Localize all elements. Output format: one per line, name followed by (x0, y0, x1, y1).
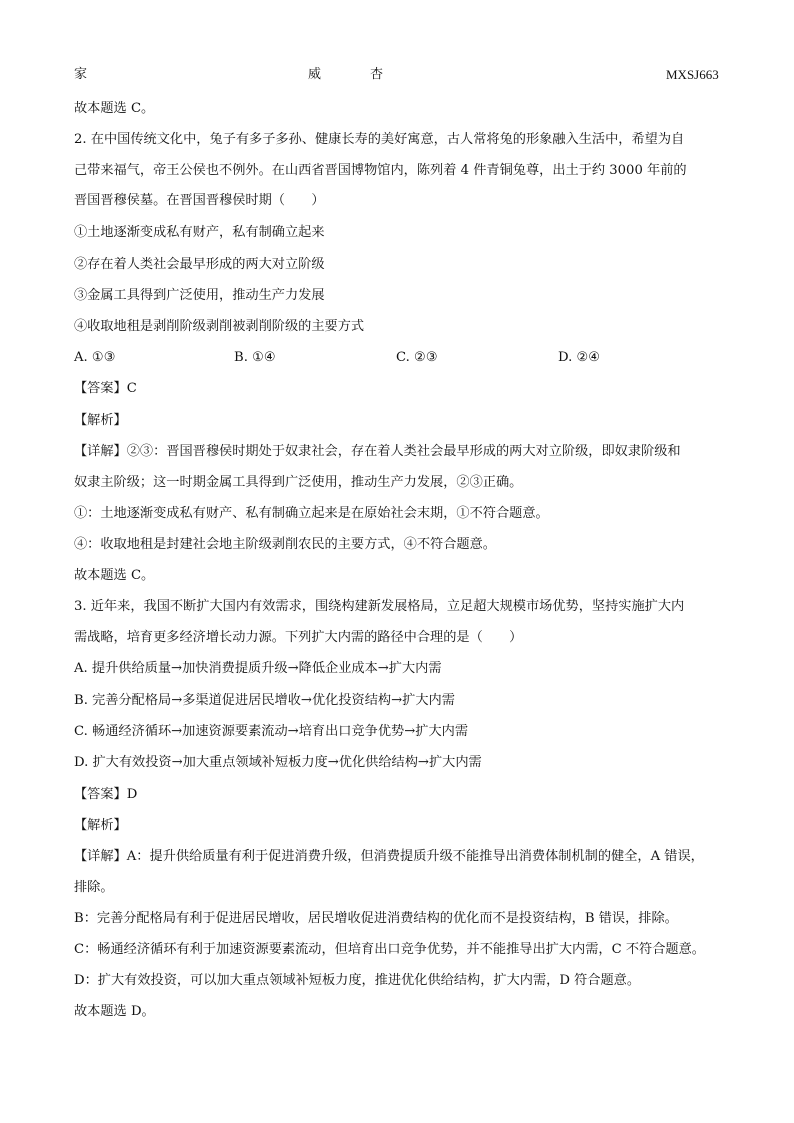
q2-statement-4: ④收取地租是剥削阶级剥削被剥削阶级的主要方式 (74, 319, 365, 334)
q3-analysis-label: 【解析】 (74, 818, 127, 833)
q2-stem-line-3: 晋国晋穆侯墓。在晋国晋穆侯时期（ ） (74, 193, 325, 208)
q3-option-b: B. 完善分配格局→多渠道促进居民增收→优化投资结构→扩大内需 (74, 693, 455, 708)
q1-conclusion: 故本题选 C。 (74, 101, 155, 116)
header-left-char: 家 (74, 67, 88, 82)
q2-option-d: D. ②④ (558, 350, 601, 365)
q2-stem-line-2: 己带来福气，帝王公侯也不例外。在山西省晋国博物馆内，陈列着 4 件青铜兔尊，出土于约 3000 年前的 (74, 163, 687, 178)
header-center-char-1: 威 (308, 67, 322, 82)
q3-stem-line-2: 需战略，培育更多经济增长动力源。下列扩大内需的路径中合理的是（ ） (74, 630, 523, 645)
header-code: MXSJ663 (666, 67, 719, 82)
q2-detail-line-1: 【详解】②③：晋国晋穆侯时期处于奴隶社会，存在着人类社会最早形成的两大对立阶级，即奴隶阶级和 (74, 444, 681, 459)
q3-stem-line-1: 3. 近年来，我国不断扩大国内有效需求，围绕构建新发展格局，立足超大规模市场优势，坚持实施扩大内 (74, 599, 685, 614)
q3-detail-line-5: D：扩大有效投资，可以加大重点领域补短板力度，推进优化供给结构，扩大内需，D 符合题意。 (74, 973, 641, 988)
q2-statement-2: ②存在着人类社会最早形成的两大对立阶级 (74, 257, 325, 272)
q2-option-c: C. ②③ (396, 350, 438, 365)
q2-statement-3: ③金属工具得到广泛使用，推动生产力发展 (74, 288, 325, 303)
q2-detail-line-2: 奴隶主阶级；这一时期金属工具得到广泛使用，推动生产力发展，②③正确。 (74, 475, 523, 490)
q3-option-a: A. 提升供给质量→加快消费提质升级→降低企业成本→扩大内需 (74, 661, 442, 676)
q2-statement-1: ①土地逐渐变成私有财产，私有制确立起来 (74, 225, 325, 240)
q2-analysis-label: 【解析】 (74, 413, 127, 428)
q2-detail-line-4: ④：收取地租是封建社会地主阶级剥削农民的主要方式，④不符合题意。 (74, 537, 496, 552)
q2-option-b: B. ①④ (234, 350, 276, 365)
q3-option-d: D. 扩大有效投资→加大重点领域补短板力度→优化供给结构→扩大内需 (74, 755, 482, 770)
q3-detail-line-3: B：完善分配格局有利于促进居民增收，居民增收促进消费结构的优化而不是投资结构，B 错误，排除。 (74, 911, 678, 926)
header-center-char-2: 杏 (370, 67, 384, 82)
q2-answer: 【答案】C (74, 381, 137, 396)
q3-detail-line-1: 【详解】A：提升供给质量有利于促进消费升级，但消费提质升级不能推导出消费体制机制的健全，A 错误， (74, 849, 704, 864)
q2-detail-line-3: ①：土地逐渐变成私有财产、私有制确立起来是在原始社会末期，①不符合题意。 (74, 506, 549, 521)
q3-option-c: C. 畅通经济循环→加速资源要素流动→培育出口竞争优势→扩大内需 (74, 724, 469, 739)
q3-detail-line-4: C：畅通经济循环有利于加速资源要素流动，但培育出口竞争优势，并不能推导出扩大内需，C 不符合题意。 (74, 942, 705, 957)
q2-conclusion: 故本题选 C。 (74, 568, 155, 583)
q2-stem-line-1: 2. 在中国传统文化中，兔子有多子多孙、健康长寿的美好寓意，古人常将兔的形象融入生活中，希望为自 (74, 132, 685, 147)
q3-answer: 【答案】D (74, 787, 138, 802)
q2-option-a: A. ①③ (74, 350, 116, 365)
q3-detail-line-2: 排除。 (74, 880, 114, 895)
q3-conclusion: 故本题选 D。 (74, 1004, 155, 1019)
